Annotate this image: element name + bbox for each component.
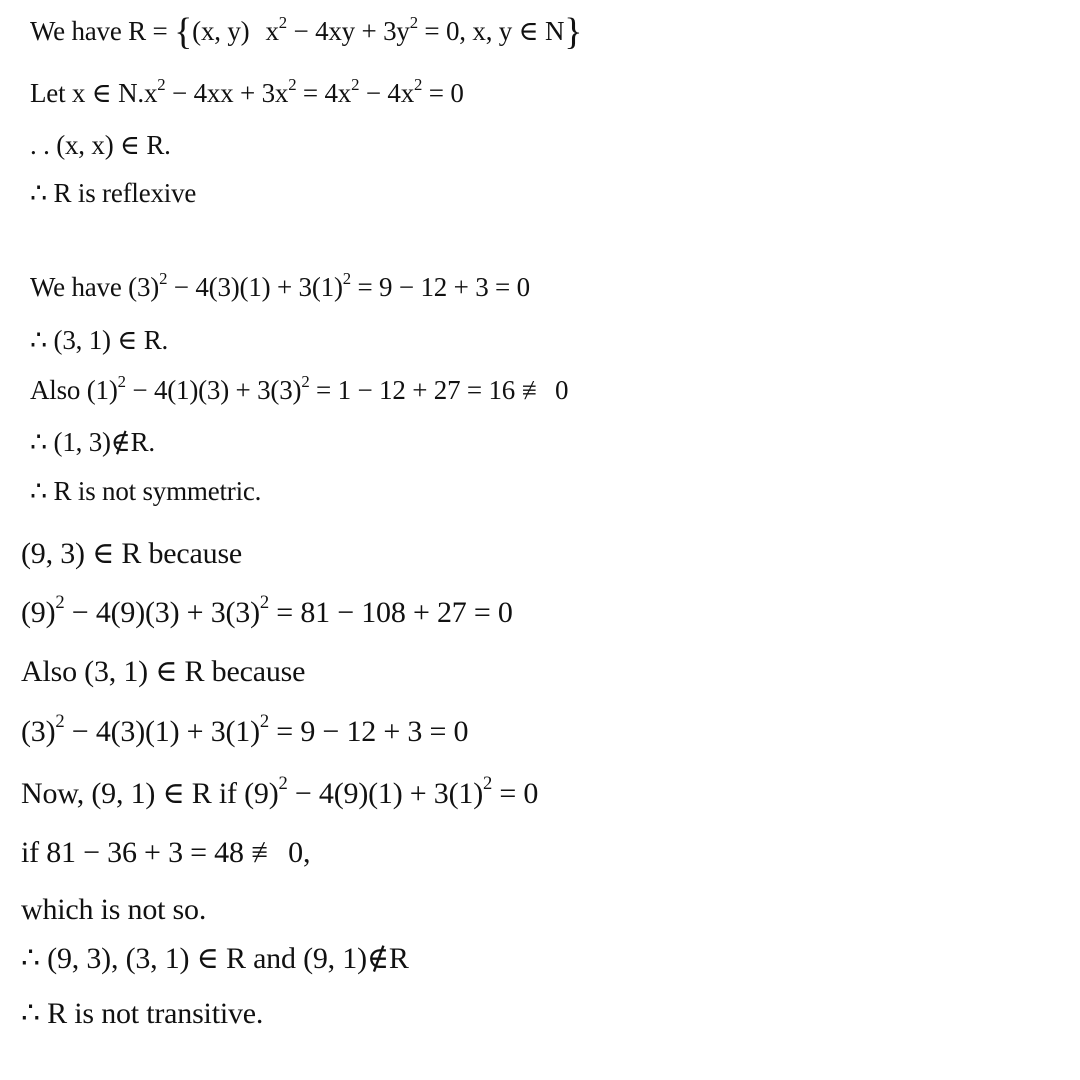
text-segment: − 4(9)(3) + 3(3) — [64, 596, 260, 629]
transitive-line-4 — [21, 711, 469, 748]
exponent: 2 — [278, 12, 287, 32]
text-segment: − 4(1)(3) + 3(3) — [125, 375, 302, 405]
transitive-line-8: ∴ (9, 3), (3, 1) ∈ R and (9, 1)∉R — [21, 942, 409, 975]
symmetric-membership-line-2: ∴ (1, 3)∉R. — [30, 427, 155, 457]
reflexive-conclusion-line: ∴ R is reflexive — [30, 178, 197, 208]
text-segment: x — [265, 16, 279, 46]
text-segment: = 1 − 12 + 27 = 16 ≢ 0 — [309, 375, 569, 405]
relation-definition-line — [30, 11, 583, 53]
text-segment: = 9 − 12 + 3 = 0 — [350, 272, 530, 302]
exponent: 2 — [288, 74, 297, 94]
exponent: 2 — [159, 268, 168, 288]
exponent: 2 — [55, 711, 65, 733]
exponent: 2 — [278, 773, 288, 795]
text-segment: (x, y) — [192, 16, 250, 46]
text-segment: − 4(3)(1) + 3(1) — [167, 272, 343, 302]
close-brace: } — [564, 11, 583, 53]
text-segment: We have R = — [30, 16, 175, 46]
text-segment: (9) — [21, 596, 56, 629]
transitive-line-5 — [21, 773, 539, 810]
text-segment: = 0, x, y ∈ N — [417, 16, 565, 46]
exponent: 2 — [117, 371, 126, 391]
text-segment: − 4(3)(1) + 3(1) — [64, 715, 260, 748]
text-segment: = 81 − 108 + 27 = 0 — [269, 596, 513, 629]
transitive-conclusion-line: ∴ R is not transitive. — [21, 997, 264, 1030]
text-segment: − 4xy + 3y — [286, 16, 410, 46]
reflexive-check-line — [30, 74, 464, 108]
text-segment: (3) — [21, 715, 56, 748]
text-segment: Also (1) — [30, 375, 118, 405]
transitive-line-6: if 81 − 36 + 3 = 48 ≢ 0, — [21, 836, 311, 869]
text-segment: Now, (9, 1) ∈ R if (9) — [21, 777, 279, 810]
text-segment: − 4x — [359, 78, 415, 108]
symmetric-check-line-1 — [30, 268, 530, 302]
transitive-line-3: Also (3, 1) ∈ R because — [21, 655, 306, 688]
text-segment: − 4(9)(1) + 3(1) — [287, 777, 483, 810]
exponent: 2 — [342, 268, 351, 288]
exponent: 2 — [55, 592, 65, 614]
exponent: 2 — [414, 74, 423, 94]
transitive-line-7: which is not so. — [21, 893, 207, 926]
symmetric-conclusion-line: ∴ R is not symmetric. — [30, 476, 262, 506]
text-segment: We have (3) — [30, 272, 160, 302]
transitive-line-2 — [21, 592, 513, 629]
open-brace: { — [174, 11, 193, 53]
symmetric-membership-line-1: ∴ (3, 1) ∈ R. — [30, 325, 169, 355]
text-segment: = 0 — [422, 78, 464, 108]
exponent: 2 — [483, 773, 493, 795]
text-segment: Let x ∈ N.x — [30, 78, 158, 108]
exponent: 2 — [259, 711, 269, 733]
text-segment: = 9 − 12 + 3 = 0 — [269, 715, 469, 748]
exponent: 2 — [409, 12, 418, 32]
transitive-line-1: (9, 3) ∈ R because — [21, 537, 243, 570]
reflexive-membership-line: . . (x, x) ∈ R. — [30, 130, 171, 160]
exponent: 2 — [259, 592, 269, 614]
text-segment: − 4xx + 3x — [165, 78, 289, 108]
symmetric-check-line-2 — [30, 371, 569, 405]
text-segment: = 4x — [296, 78, 352, 108]
exponent: 2 — [351, 74, 360, 94]
text-segment: = 0 — [492, 777, 539, 810]
exponent: 2 — [301, 371, 310, 391]
exponent: 2 — [157, 74, 166, 94]
